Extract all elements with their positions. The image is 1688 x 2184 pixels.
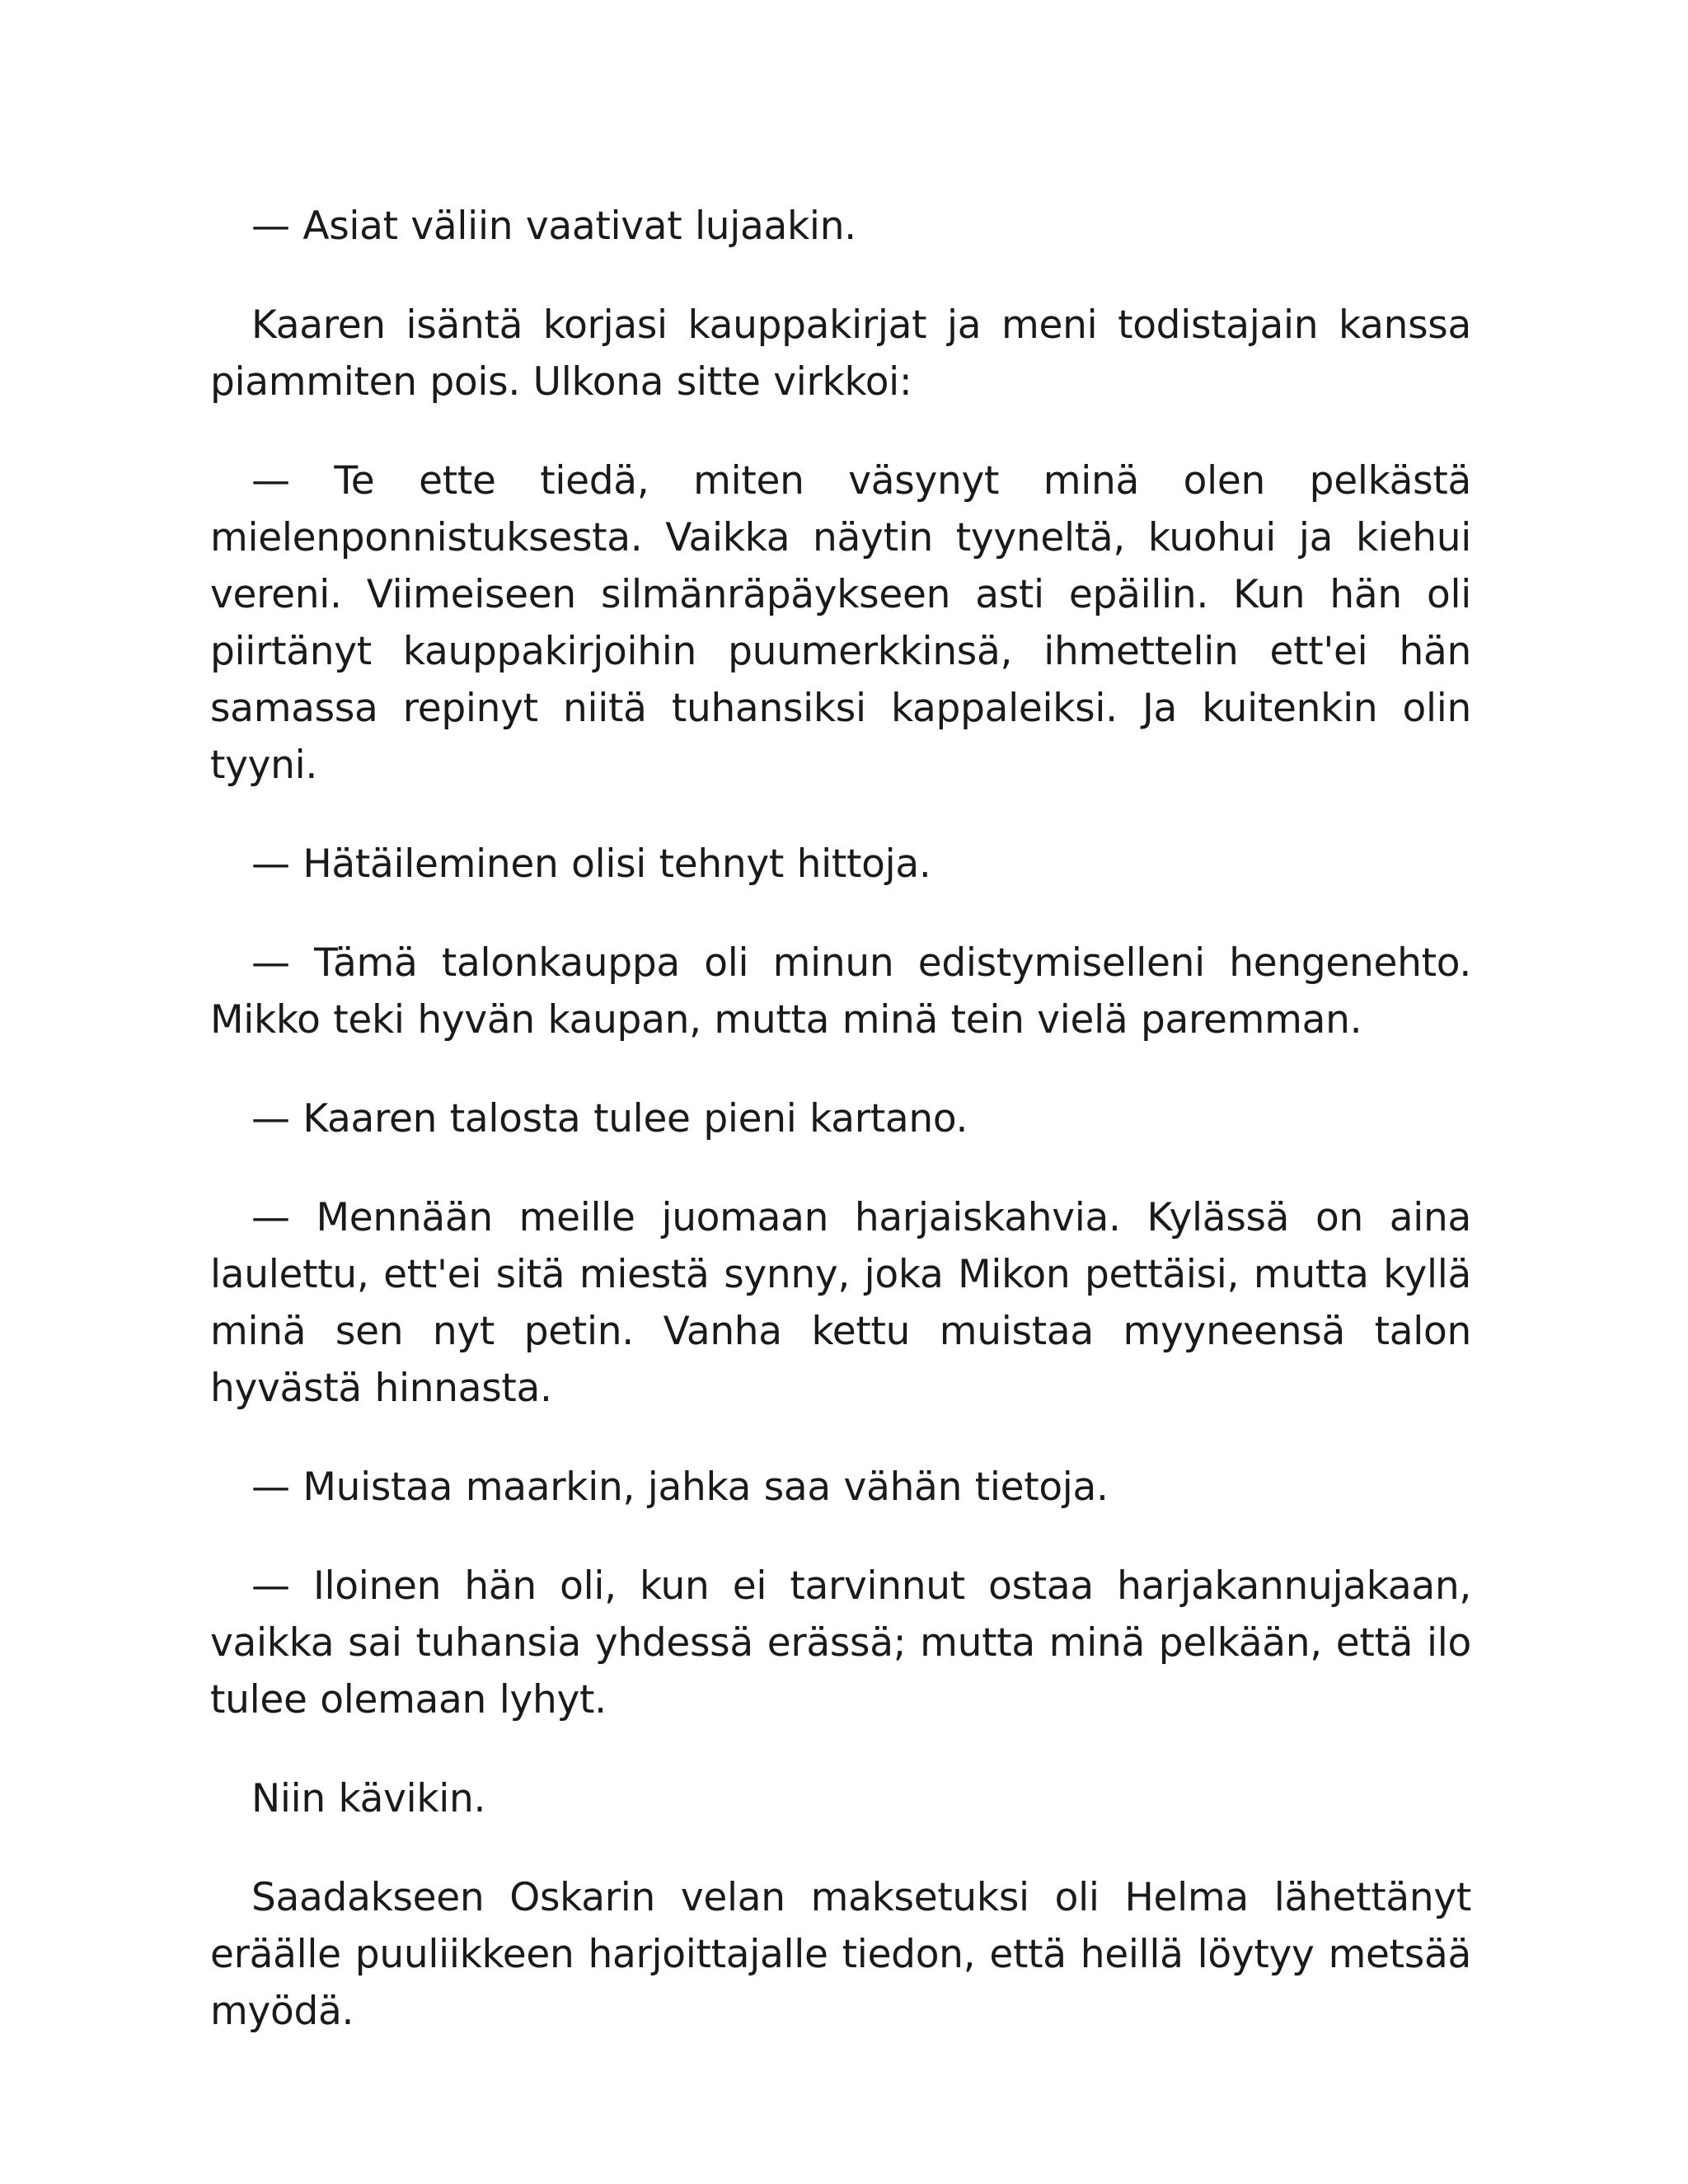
paragraph: — Muistaa maarkin, jahka saa vähän tietoja.	[251, 1465, 1109, 1510]
paragraph: — Iloinen hän oli, kun ei tarvinnut ostaa harjakannujakaan, vaikka sai tuhansia yhdessä erässä; mutta minä pelkään, että ilo tulee olemaan lyhyt.	[210, 1563, 1471, 1722]
document-body	[210, 198, 1471, 2082]
paragraph: Saadakseen Oskarin velan maksetuksi oli Helma lähettänyt eräälle puuliikkeen harjoittajalle tiedon, että heillä löytyy metsää myödä.	[210, 1875, 1471, 2034]
paragraph: — Hätäileminen olisi tehnyt hittoja.	[251, 841, 931, 887]
paragraph: — Kaaren talosta tulee pieni kartano.	[251, 1096, 968, 1141]
paragraph: — Te ette tiedä, miten väsynyt minä olen pelkästä mielenponnistuksesta. Vaikka näytin tyyneltä, kuohui ja kiehui vereni. Viimeiseen silmänräpäykseen asti epäilin. Kun hän oli piirtänyt kauppakirjoihin puumerkkinsä, ihmettelin ett'ei hän samassa repinyt niitä tuhansiksi kappaleiksi. Ja kuitenkin olin tyyni.	[210, 458, 1471, 788]
paragraph: — Mennään meille juomaan harjaiskahvia. Kylässä on aina laulettu, ett'ei sitä miestä synny, joka Mikon pettäisi, mutta kyllä minä sen nyt petin. Vanha kettu muistaa myyneensä talon hyvästä hinnasta.	[210, 1195, 1471, 1411]
paragraph: — Tämä talonkauppa oli minun edistymiselleni hengenehto. Mikko teki hyvän kaupan, mutta minä tein vielä paremman.	[210, 940, 1471, 1043]
paragraph: Niin kävikin.	[251, 1776, 486, 1821]
paragraph: Kaaren isäntä korjasi kauppakirjat ja meni todistajain kanssa piammiten pois. Ulkona sitte virkkoi:	[210, 302, 1471, 405]
paragraph: — Asiat väliin vaativat lujaakin.	[251, 204, 856, 249]
